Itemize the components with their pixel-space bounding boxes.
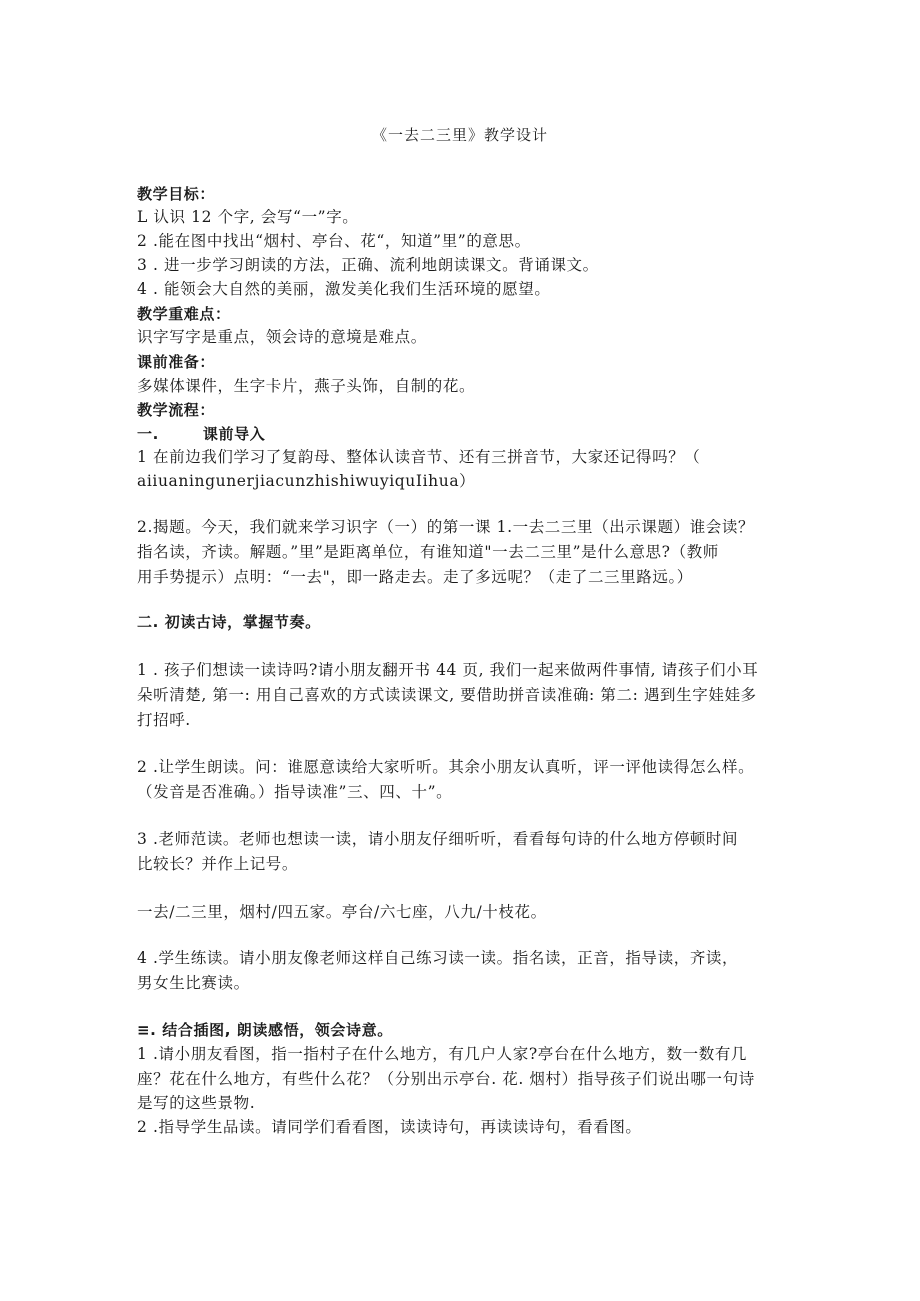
key-points-heading: 教学重难点： xyxy=(137,305,231,323)
paragraph-line: 2.揭题。今天，我们就来学习识字（一）的第一课 1.一去二三里（出示课题）谁会读？ xyxy=(137,518,755,536)
preparation-text: 多媒体课件，生字卡片，燕子头饰，自制的花。 xyxy=(137,377,476,395)
goal-item: 3 . 进一步学习朗读的方法，正确、流利地朗读课文。背诵课文。 xyxy=(137,256,599,274)
paragraph-line: （发音是否准确。）指导读准”三、四、十”。 xyxy=(137,783,453,801)
paragraph-line: 座？花在什么地方，有些什么花？（分别出示亭台. 花. 烟村）指导孩子们说出哪一句诗 xyxy=(137,1070,755,1088)
section-3-heading: ≡. 结合插图, 朗读感悟，领会诗意。 xyxy=(137,1021,393,1039)
paragraph-line: 打招呼. xyxy=(137,711,191,729)
paragraph-line: aiiuaningunerjiacunzhishiwuyiquIihua） xyxy=(137,472,476,490)
section-1-title: 课前导入 xyxy=(202,425,266,443)
process-heading: 教学流程： xyxy=(137,401,216,419)
paragraph-line: 男女生比赛读。 xyxy=(137,974,250,992)
preparation-heading: 课前准备： xyxy=(137,353,216,371)
key-points-text: 识字写字是重点，领会诗的意境是难点。 xyxy=(137,328,427,346)
paragraph-line: 1 在前边我们学习了复韵母、整体认读音节、还有三拼音节，大家还记得吗？（ xyxy=(137,448,701,466)
paragraph-line: 朵听清楚, 第一: 用自己喜欢的方式读读课文, 要借助拼音读准确: 第二: 遇到生字娃娃多 xyxy=(137,686,757,704)
paragraph-line: 用手势提示）点明：“一去"，即一路走去。走了多远呢？（走了二三里路远。） xyxy=(137,568,693,586)
goal-item: 2 .能在图中找出“烟村、亭台、花“，知道”里”的意思。 xyxy=(137,232,531,250)
poem-line: 一去/二三里，烟村/四五家。亭台/六七座，八九/十枝花。 xyxy=(137,903,547,921)
paragraph-line: 比较长？并作上记号。 xyxy=(137,855,299,873)
paragraph-line: 2 .让学生朗读。问：谁愿意读给大家听听。其余小朋友认真听，评一评他读得怎么样。 xyxy=(137,758,755,776)
paragraph-line: 1 . 孩子们想读一读诗吗?请小朋友翻开书 44 页, 我们一起来做两件事情, 请孩子们小耳 xyxy=(137,661,759,679)
section-1-heading xyxy=(137,423,265,445)
document-title: 《一去二三里》教学设计 xyxy=(371,126,548,144)
goal-item: L 认识 12 个字, 会写“一”字。 xyxy=(137,208,359,226)
paragraph-line: 4 .学生练读。请小朋友像老师这样自己练习读一读。指名读，正音，指导读，齐读， xyxy=(137,949,739,967)
paragraph-line: 指名读，齐读。解题。”里”是距离单位，有谁知道"一去二三里”是什么意思?（教师 xyxy=(137,543,719,561)
goals-heading: 教学目标： xyxy=(137,185,216,203)
goal-item: 4 . 能领会大自然的美丽，激发美化我们生活环境的愿望。 xyxy=(137,280,551,298)
section-2-heading: 二. 初读古诗，掌握节奏。 xyxy=(137,613,321,631)
section-1-number: 一. xyxy=(137,425,159,443)
paragraph-line: 1 .请小朋友看图，指一指村子在什么地方，有几户人家?亭台在什么地方，数一数有几 xyxy=(137,1045,748,1063)
paragraph-line: 3 .老师范读。老师也想读一读，请小朋友仔细听听，看看每句诗的什么地方停顿时间 xyxy=(137,830,739,848)
paragraph-line: 是写的这些景物. xyxy=(137,1094,256,1112)
paragraph-line: 2 .指导学生品读。请同学们看看图，读读诗句，再读读诗句，看看图。 xyxy=(137,1118,642,1136)
